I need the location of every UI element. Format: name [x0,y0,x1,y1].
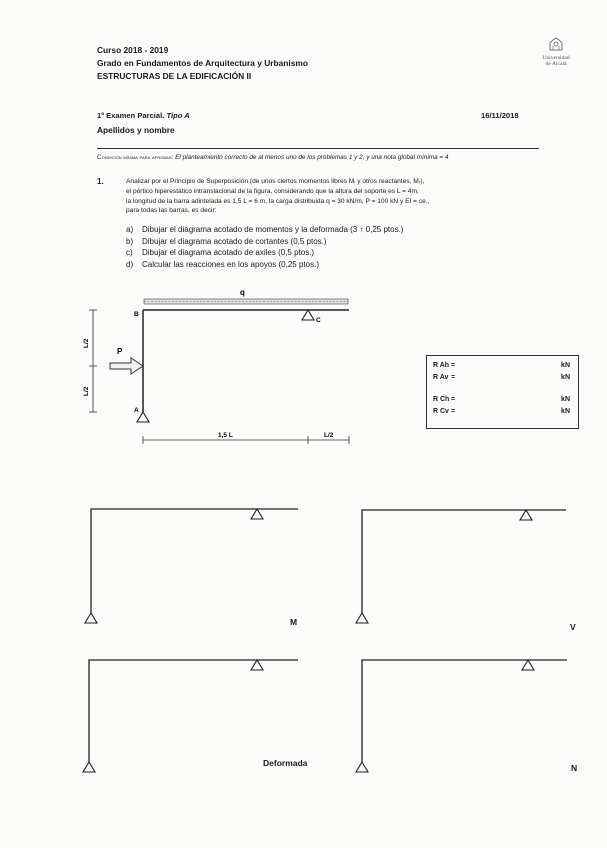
axial-label: N [571,763,578,773]
reaction-unit: kN [561,396,570,403]
deformed-diagram-frame [83,660,298,772]
task-text: Dibujar el diagrama acotado de axiles (0,5 ptos.) [142,248,315,258]
diagram-support-c [522,660,534,670]
reaction-label: R Ch [433,396,450,403]
statement-line-2: el pórtico hiperestático intranslacional de la figura, considerando que la altura del soporte es L = 4m, [126,187,419,195]
reaction-equals: = [451,396,456,403]
shear-label: V [570,622,576,632]
label-p: P [117,347,123,356]
shear-diagram-frame [356,510,566,623]
exam-title-prefix: 1º Examen Parcial. [97,111,165,120]
deformed-label: Deformada [263,758,308,768]
degree-name: Grado en Fundamentos de Arquitectura y Urbanismo [97,58,308,68]
pass-condition-text: El planteamiento correcto de al menos uno de los problemas 1 y 2; y una nota global mínima = 4 [175,154,449,161]
reaction-equals: = [451,362,456,369]
diagram-support-c [251,509,263,519]
task-letter: a) [126,225,134,234]
reaction-unit: kN [561,374,570,381]
diagram-support-c [251,660,263,670]
diagram-support-c [520,510,532,520]
moment-label: M [290,617,298,627]
label-q: q [240,288,245,297]
label-dim-overhang: L/2 [324,432,334,439]
pass-condition-label: Condición mínima para aprobar: [97,154,174,161]
logo-line-1: Universidad [542,54,570,61]
moment-diagram-frame [85,509,298,623]
statement-line-3: la longitud de la barra adintelada es 1,5 L = 6 m, la carga distribuida q = 30 kN/m, P = 100 kN y EI = ce., [126,197,430,205]
label-node-c: C [316,317,321,324]
axial-diagram-frame [356,660,567,772]
diagram-support-a [85,613,97,623]
statement-line-4: para todas las barras, es decir: [126,207,217,215]
label-node-b: B [134,311,139,318]
reaction-label: R Av [433,374,449,381]
name-label: Apellidos y nombre [97,125,175,135]
statement-line-1: Analizar por el Principio de Superposición (de unos ciertos momentos libres Mᵢ y otros reactantes, Mᵣ), [126,178,425,185]
task-text: Dibujar el diagrama acotado de momentos y la deformada (3 ↑ 0,25 ptos.) [142,225,404,234]
problem-number: 1. [97,177,104,186]
diagram-support-a [356,613,368,623]
label-dim-lower: L/2 [83,386,90,396]
subject-name: ESTRUCTURAS DE LA EDIFICACIÓN II [97,71,252,81]
exam-type: Tipo A [166,111,190,120]
diagram-support-a [83,762,95,772]
exam-date: 16/11/2018 [481,111,519,120]
task-text: Calcular las reacciones en los apoyos (0,25 ptos.) [142,259,319,269]
course-year: Curso 2018 - 2019 [97,45,169,55]
label-dim-beam: 1,5 L [218,432,233,439]
diagram-support-a [356,762,368,772]
label-node-a: A [134,407,139,414]
task-letter: c) [126,248,133,258]
task-letter: d) [126,259,134,269]
reaction-equals: = [451,408,456,415]
reaction-unit: kN [561,362,570,369]
reaction-label: R Ah [433,362,450,369]
reaction-unit: kN [561,408,570,415]
reaction-equals: = [451,374,456,381]
task-letter: b) [126,236,134,246]
reaction-label: R Cv [433,408,449,415]
task-text: Dibujar el diagrama acotado de cortantes (0,5 ptos.) [142,236,327,246]
label-dim-upper: L/2 [83,338,90,348]
logo-line-2: de Alcalá [545,61,567,67]
